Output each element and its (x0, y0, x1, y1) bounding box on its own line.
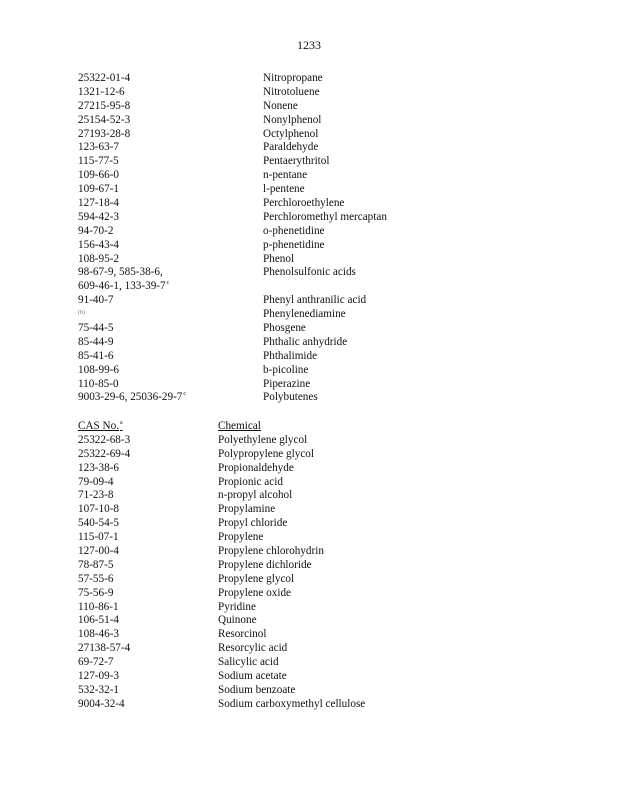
chemical-name: Propionic acid (218, 475, 283, 488)
cas-number: 127-18-4 (78, 197, 120, 210)
chemical-name: Propylene dichloride (218, 558, 312, 571)
chemical-name: p-phenetidine (263, 238, 325, 251)
chemical-name: Phenyl anthranilic acid (263, 294, 367, 307)
footnote-marker: (b) (78, 310, 85, 317)
cas-number: 69-72-7 (78, 656, 114, 669)
footnote-marker: c (166, 280, 170, 287)
chemical-name: Phthalic anhydride (263, 335, 348, 348)
cas-number: 25322-68-3 (78, 433, 131, 446)
chemical-name: Propylene glycol (218, 572, 295, 585)
cas-number: 123-38-6 (78, 461, 120, 474)
chemical-name: Polyethylene glycol (218, 433, 308, 446)
cas-number: 25154-52-3 (78, 113, 131, 126)
footnote-marker: a (120, 420, 123, 426)
chemical-name: Propylamine (218, 503, 276, 516)
cas-number: 98-67-9, 585-38-6, (78, 266, 163, 279)
chemical-name: n-pentane (263, 169, 308, 182)
cas-number: 25322-69-4 (78, 447, 131, 460)
chemical-name: Propyl chloride (218, 517, 288, 530)
cas-number: 540-54-5 (78, 517, 120, 530)
cas-number: 115-77-5 (78, 155, 119, 168)
cas-number: 609-46-1, 133-39-7$^c$ (78, 280, 170, 293)
chemical-name: Pyridine (218, 600, 256, 613)
cas-number: 78-87-5 (78, 558, 114, 571)
chemical-name: l-pentene (263, 183, 305, 196)
cas-number: 1321-12-6 (78, 85, 125, 98)
chemical-column-header: Chemical (218, 420, 261, 432)
chemical-name: Paraldehyde (263, 141, 319, 154)
chemical-name: Perchloromethyl mercaptan (263, 210, 387, 223)
cas-number: 532-32-1 (78, 683, 120, 696)
cas-number: 9004-32-4 (78, 697, 125, 710)
cas-number: 9003-29-6, 25036-29-7$^c$ (78, 391, 187, 404)
chemical-name: Piperazine (263, 377, 311, 390)
cas-number: 57-55-6 (78, 572, 114, 585)
chemical-name: Nonylphenol (263, 113, 322, 126)
footnote-marker: c (183, 391, 187, 398)
chemical-name: Sodium carboxymethyl cellulose (218, 697, 366, 710)
cas-number: 85-44-9 (78, 335, 114, 348)
chemical-name: Octylphenol (263, 127, 319, 140)
chemical-name: Phenol (263, 252, 295, 265)
chemical-name: Nitrotoluene (263, 85, 320, 98)
chemical-name: Sodium benzoate (218, 683, 296, 696)
chemical-name: Pentaerythritol (263, 155, 330, 168)
cas-number: 75-56-9 (78, 586, 114, 599)
cas-number: 94-70-2 (78, 224, 114, 237)
chemical-name: b-picoline (263, 363, 309, 376)
chemical-name: Phosgene (263, 322, 306, 335)
chemical-name: Resorcinol (218, 628, 267, 641)
cas-number: 85-41-6 (78, 349, 114, 362)
chemical-name: Salicylic acid (218, 656, 279, 669)
cas-number: 115-07-1 (78, 531, 119, 544)
cas-number: 127-09-3 (78, 670, 120, 683)
cas-column-header: CAS No.$^a$ (78, 420, 123, 432)
cas-number: 109-67-1 (78, 183, 120, 196)
chemical-name: Propylene (218, 531, 264, 544)
chemical-name: Propylene chlorohydrin (218, 545, 324, 558)
cas-number: 107-10-8 (78, 503, 120, 516)
chemical-name: Quinone (218, 614, 257, 627)
cas-number: 108-46-3 (78, 628, 120, 641)
cas-number: 27138-57-4 (78, 642, 131, 655)
cas-number: 79-09-4 (78, 475, 114, 488)
cas-number: 108-99-6 (78, 363, 120, 376)
cas-number: 110-86-1 (78, 600, 119, 613)
cas-number: 594-42-3 (78, 210, 120, 223)
cas-number: 127-00-4 (78, 545, 120, 558)
chemical-name: Perchloroethylene (263, 197, 345, 210)
chemical-name: Nitropropane (263, 72, 323, 84)
page-number: 1233 (297, 38, 321, 52)
chemical-name: Propionaldehyde (218, 461, 294, 474)
chemical-name: Resorcylic acid (218, 642, 288, 655)
chemical-name: Polypropylene glycol (218, 447, 315, 460)
chemical-name: o-phenetidine (263, 224, 325, 237)
cas-number: 109-66-0 (78, 169, 120, 182)
chemical-name: Phenolsulfonic acids (263, 266, 356, 279)
cas-number: 75-44-5 (78, 322, 114, 335)
chemical-name: Polybutenes (263, 391, 318, 404)
cas-number: 156-43-4 (78, 238, 120, 251)
cas-number: 123-63-7 (78, 141, 120, 154)
cas-number: 108-95-2 (78, 252, 120, 265)
cas-number: 71-23-8 (78, 489, 114, 502)
cas-number: 106-51-4 (78, 614, 120, 627)
chemical-name: n-propyl alcohol (218, 489, 293, 502)
chemical-name: Phthalimide (263, 349, 318, 362)
chemical-name: Propylene oxide (218, 586, 292, 599)
chemical-name: Phenylenediamine (263, 308, 346, 321)
cas-number: 27193-28-8 (78, 127, 131, 140)
cas-number: 110-85-0 (78, 377, 119, 390)
cas-number: 91-40-7 (78, 294, 114, 307)
chemical-name: Sodium acetate (218, 670, 287, 683)
cas-number: 25322-01-4 (78, 72, 131, 84)
chemical-name: Nonene (263, 99, 298, 112)
cas-number: 27215-95-8 (78, 99, 131, 112)
